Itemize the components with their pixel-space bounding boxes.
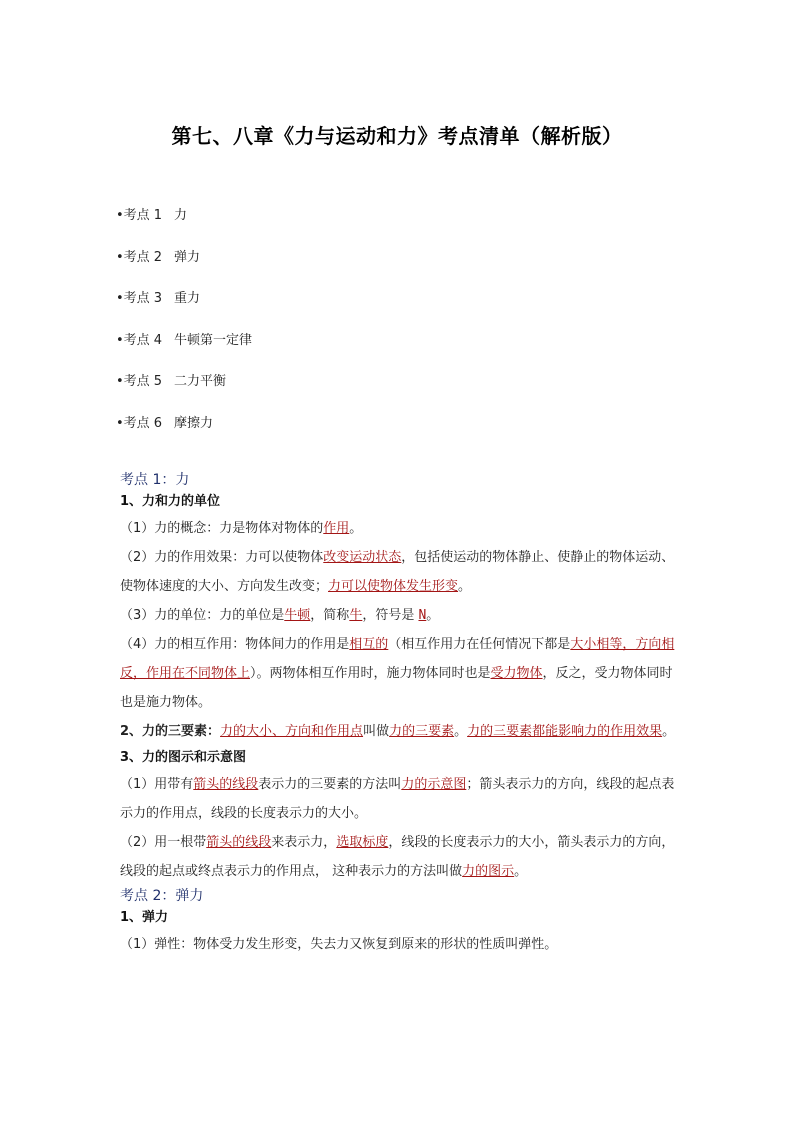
toc-list <box>116 206 252 455</box>
text-run: （3）力的单位：力的单位是 <box>120 608 285 623</box>
text-run: 。 <box>426 608 440 623</box>
toc-item-label: 牛顿第一定律 <box>174 332 253 348</box>
answer-blank: 力的示意图 <box>401 777 467 792</box>
subsection-title: 1、力和力的单位 <box>120 494 221 509</box>
text-run: （1）用带有 <box>120 777 194 792</box>
answer-blank: 改变运动状态 <box>323 550 402 565</box>
paragraph <box>120 770 680 828</box>
text-run: 表示力的三要素的方法叫 <box>258 777 402 792</box>
toc-item-label: 重力 <box>174 291 201 306</box>
text-run: 。 <box>349 521 363 536</box>
text-run: （2）力的作用效果：力可以使物体 <box>120 550 324 565</box>
toc-item <box>116 248 252 290</box>
text-run: （2）用一根带 <box>120 835 207 850</box>
text-run: （1）力的概念：力是物体对物体的 <box>120 521 324 536</box>
answer-blank: 力的三要素都能影响力的作用效果 <box>467 724 663 739</box>
answer-blank: 力的三要素 <box>389 724 455 739</box>
toc-item-number: •考点 6 <box>116 415 163 431</box>
answer-blank: N <box>418 608 427 623</box>
content-body <box>120 470 680 959</box>
answer-blank: 牛 <box>349 608 363 623</box>
answer-blank: 箭头的线段 <box>193 777 259 792</box>
answer-blank: 箭头的线段 <box>206 835 272 850</box>
subsection-title: 3、力的图示和示意图 <box>120 750 247 765</box>
answer-blank: 大小相等，方向相反，作用在不同物体上 <box>120 637 675 681</box>
paragraph <box>120 514 680 543</box>
toc-item <box>116 372 252 414</box>
toc-item-label: 弹力 <box>174 249 201 265</box>
text-run: ，简称 <box>310 608 350 623</box>
toc-item <box>116 331 252 373</box>
paragraph <box>120 601 680 630</box>
answer-blank: 力的图示 <box>462 864 515 879</box>
text-run: 。 <box>458 579 472 594</box>
paragraph <box>120 630 680 717</box>
toc-item-number: •考点 4 <box>116 332 163 348</box>
text-run: ）。两物体相互作用时，施力物体同时也是 <box>250 666 491 681</box>
text-run: ，包括使运动的物体静止、使静止的物体运动、使物体速度的大小、方向发生改变； <box>120 550 675 594</box>
answer-blank: 受力物体 <box>490 666 543 681</box>
paragraph: （1）弹性：物体受力发生形变，失去力又恢复到原来的形状的性质叫弹性。 <box>120 937 558 952</box>
toc-item <box>116 289 252 331</box>
answer-blank: 牛顿 <box>284 608 311 623</box>
text-run: 叫做 <box>363 724 390 739</box>
answer-blank: 选取标度 <box>336 835 389 850</box>
paragraph <box>120 717 680 746</box>
text-run: 。 <box>662 724 676 739</box>
toc-item-number: •考点 3 <box>116 291 163 306</box>
paragraph <box>120 828 680 886</box>
section-title: 考点 2：弹力 <box>120 888 204 904</box>
text-run: ；箭头表示力的方向，线段的起点表示力的作用点，线段的长度表示力的大小。 <box>120 777 675 821</box>
text-run: 。 <box>454 724 468 739</box>
toc-item-number: •考点 1 <box>116 208 163 223</box>
text-run: ，线段的长度表示力的大小，箭头表示力的方向，线段的起点或终点表示力的作用点， 这种表示力的方法叫做 <box>120 835 675 879</box>
answer-blank: 相互的 <box>349 637 389 652</box>
toc-item <box>116 414 252 456</box>
section-title: 考点 1：力 <box>120 472 190 488</box>
toc-item-number: •考点 2 <box>116 249 163 265</box>
toc-item-label: 二力平衡 <box>174 374 227 389</box>
page-title: 第七、八章《力与运动和力》考点清单（解析版） <box>171 124 623 148</box>
paragraph <box>120 543 680 601</box>
text-run: （相互作用力在任何情况下都是 <box>388 637 571 652</box>
subsection-title: 1、弹力 <box>120 910 169 925</box>
toc-item-label: 力 <box>174 208 188 223</box>
answer-blank: 力的大小、方向和作用点 <box>220 724 364 739</box>
toc-item <box>116 206 252 248</box>
text-run: （4）力的相互作用：物体间力的作用是 <box>120 637 350 652</box>
toc-item-label: 摩擦力 <box>174 415 214 431</box>
text-run: 来表示力， <box>271 835 337 850</box>
subsection-title: 2、力的三要素： <box>120 724 221 739</box>
text-run: ，反之，受力物体同时也是施力物体。 <box>120 666 673 710</box>
text-run: 。 <box>514 864 528 879</box>
text-run: ，符号是 <box>362 608 419 623</box>
toc-item-number: •考点 5 <box>116 374 163 389</box>
answer-blank: 力可以使物体发生形变 <box>328 579 459 594</box>
answer-blank: 作用 <box>323 521 350 536</box>
